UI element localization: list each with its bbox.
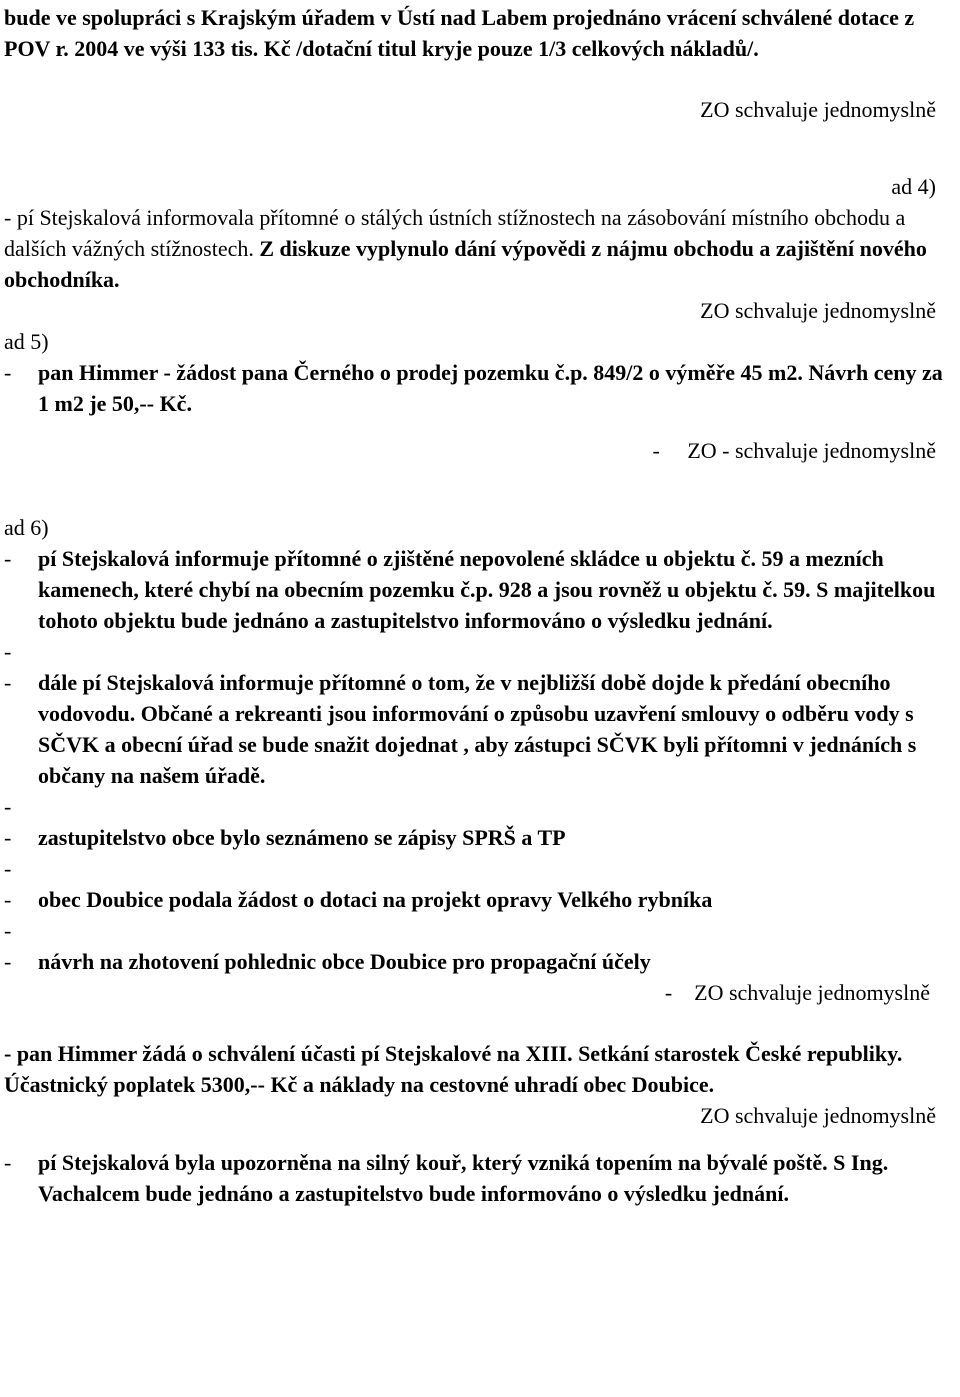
- list-item: [4, 884, 956, 915]
- separator-dash: -: [4, 639, 12, 664]
- list-item-text: pí Stejskalová byla upozorněna na silný kouř, který vzniká topením na bývalé poště. S Ing. Vachalcem bude jednáno a zastupitelstvo bude informováno o výsledku jednání.: [38, 1150, 889, 1206]
- ad4-text-bold: Z diskuze vyplynulo dání výpovědi z nájmu obchodu a zajištění nového obchodníka.: [4, 236, 927, 292]
- separator-dash: -: [4, 918, 12, 943]
- list-item: [4, 1147, 956, 1209]
- himmer-paragraph: - pan Himmer žádá o schválení účasti pí Stejskalové na XIII. Setkání starostek České republiky. Účastnický poplatek 5300,-- Kč a náklady na cestovné uhradí obec Doubice.: [4, 1041, 903, 1097]
- list-dash: -: [4, 1150, 12, 1175]
- ad4-paragraph: [4, 202, 956, 295]
- list-dash: -: [4, 670, 12, 695]
- list-item: [4, 543, 956, 636]
- list-item-text: zastupitelstvo obce bylo seznámeno se zápisy SPRŠ a TP: [38, 825, 566, 850]
- list-dash: -: [4, 360, 12, 385]
- vote-result: - ZO schvaluje jednomyslně: [664, 980, 930, 1005]
- separator-dash: -: [4, 794, 12, 819]
- list-item-text: obec Doubice podala žádost o dotaci na projekt opravy Velkého rybníka: [38, 887, 713, 912]
- list-dash: -: [4, 949, 12, 974]
- section-heading-ad5: ad 5): [4, 329, 49, 354]
- document-page: [4, 2, 956, 1209]
- section-heading-ad4: ad 4): [891, 174, 936, 199]
- section-heading-ad6: ad 6): [4, 515, 49, 540]
- list-dash: -: [4, 825, 12, 850]
- list-item-text: pí Stejskalová informuje přítomné o zjištěné nepovolené skládce u objektu č. 59 a mezních kamenech, které chybí na obecním pozemku č.p. 928 a jsou rovněž u objektu č. 59. S majitelkou tohoto objektu bude jednáno a zastupitelstvo informováno o výsledku jednání.: [38, 546, 936, 633]
- list-item: [4, 667, 956, 791]
- list-dash: -: [4, 546, 12, 571]
- vote-result: ZO schvaluje jednomyslně: [700, 97, 936, 122]
- list-item: [4, 822, 956, 853]
- list-item: [4, 946, 956, 977]
- list-item-text: dále pí Stejskalová informuje přítomné o tom, že v nejbližší době dojde k předání obecního vodovodu. Občané a rekreanti jsou informování o způsobu uzavření smlouvy o odběru vody s SČVK a obecní úřad se bude snažit dojednat , aby zástupci SČVK byli přítomni v jednáních s občany na našem úřadě.: [38, 670, 917, 788]
- list-item-text: pan Himmer - žádost pana Černého o prodej pozemku č.p. 849/2 o výměře 45 m2. Návrh ceny za 1 m2 je 50,-- Kč.: [38, 360, 943, 416]
- list-item: [4, 357, 956, 419]
- ad4-text: - pí Stejskalová informovala přítomné o stálých ústních stížnostech na zásobování místního obchodu a dalších vážných stížnostech.: [4, 205, 906, 261]
- vote-result: - ZO - schvaluje jednomyslně: [652, 438, 936, 463]
- vote-result: ZO schvaluje jednomyslně: [700, 1103, 936, 1128]
- list-dash: -: [4, 887, 12, 912]
- separator-dash: -: [4, 856, 12, 881]
- list-item-text: návrh na zhotovení pohlednic obce Doubice pro propagační účely: [38, 949, 651, 974]
- intro-paragraph: bude ve spolupráci s Krajským úřadem v Ústí nad Labem projednáno vrácení schválené dotace z POV r. 2004 ve výši 133 tis. Kč /dotační titul kryje pouze 1/3 celkových nákladů/.: [4, 5, 915, 61]
- vote-result: ZO schvaluje jednomyslně: [700, 298, 936, 323]
